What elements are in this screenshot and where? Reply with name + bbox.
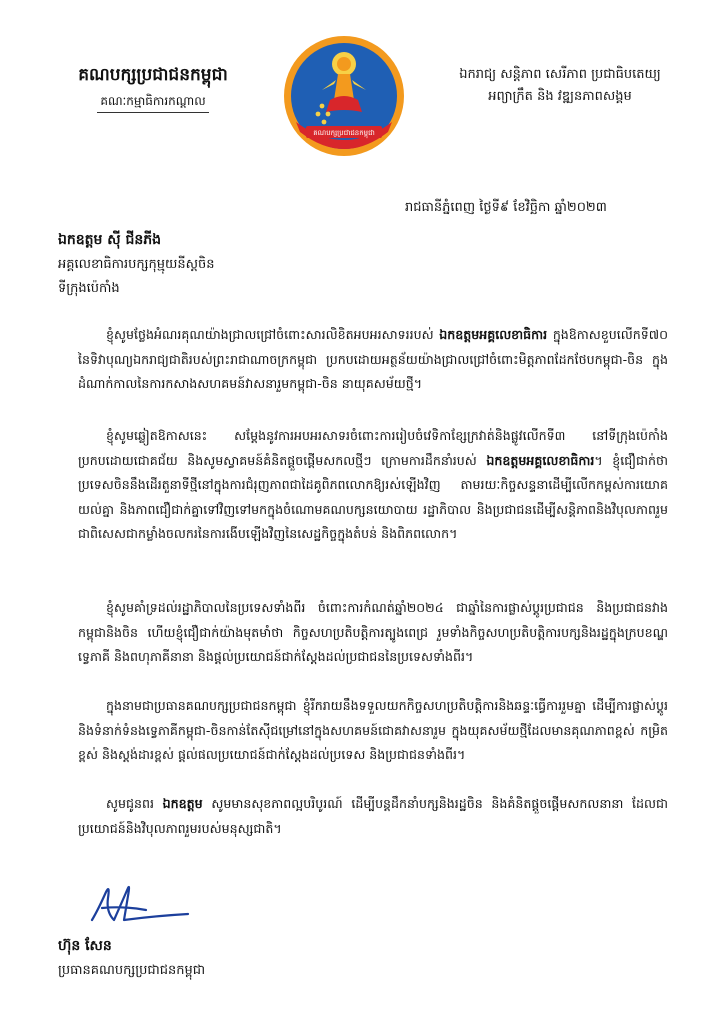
party-name: គណបក្សប្រជាជនកម្ពុជា (78, 65, 228, 85)
paragraph-2 (78, 424, 668, 547)
committee-name: គណៈកម្មាធិការកណ្ដាល (100, 94, 206, 108)
motto-line-1: ឯករាជ្យ សន្តិភាព សេរីភាព ប្រជាធិបតេយ្យ (459, 67, 661, 82)
paragraph-2-text-c: ។ ខ្ញុំជឿជាក់ថា ប្រទេសចិននឹងដើរតួនាទីថ្មីនៅក្នុងការជំរុញភាពជាដៃគូពិភពលោកឱ្យរស់ឡើងវិញ តាមរយៈកិច្ចសន្ទនាដើម្បីលើកកម្ពស់ការយោគយល់គ្នា និងភាពជឿជាក់គ្នាទៅវិញទៅមកក្នុងចំណោមគណបក្សនយោបាយ រដ្ឋាភិបាល និងប្រជាជនដើម្បីសន្តិភាពនិងវិបុលភាពរួម ជាពិសេសជាកម្លាំងចលករនៃការងើបឡើងវិញនៃសេដ្ឋកិច្ចក្នុងតំបន់ និងពិភពលោក។ (78, 452, 668, 541)
party-header (58, 64, 248, 113)
motto-line-2: អព្យាក្រឹត និង វឌ្ឍនភាពសង្គម (488, 89, 632, 104)
logo-caption: គណបក្សប្រជាជនកម្ពុជា (313, 129, 375, 137)
paragraph-5 (78, 792, 668, 841)
paragraph-4: ក្នុងនាមជាប្រធានគណបក្សប្រជាជនកម្ពុជា ខ្ញុំរីករាយនឹងទទួលយកកិច្ចសហប្រតិបត្តិការនិងឆន្ទៈធ្វើការរួមគ្នា ដើម្បីការផ្លាស់ប្ដូរនិងទំនាក់ទំនងទ្វេភាគីកម្ពុជា-ចិនកាន់តែស៊ីជម្រៅនៅក្នុងសហគមន៍ជោគវាសនារួម ក្នុងយុគសម័យថ្មីដែលមានគុណភាពខ្ពស់ កម្រិតខ្ពស់ និងស្តង់ដារខ្ពស់ ផ្ដល់ផលប្រយោជន៍ជាក់ស្ដែងដល់ប្រទេស និងប្រជាជនទាំងពីរ។ (78, 698, 668, 762)
handwritten-signature (84, 880, 194, 928)
paragraph-1-text-c: ក្នុងឱកាសខួបលើកទី៧០ នៃទិវាបុណ្យឯករាជ្យជាតិរបស់ព្រះរាជាណាចក្រកម្ពុជា ប្រកបដោយអត្ថន័យយ៉ាងជ្រាលជ្រៅចំពោះមិត្តភាពដែកថែបកម្ពុជា-ចិន ក្នុងដំណាក់កាលនៃការកសាងសហគមន៍វាសនារួមកម្ពុជា-ចិន នាយុគសម័យថ្មី។ (78, 327, 668, 391)
paragraph-3: ខ្ញុំសូមគាំទ្រដល់រដ្ឋាភិបាលនៃប្រទេសទាំងពីរ ចំពោះការកំណត់ឆ្នាំ២០២៤ ជាឆ្នាំនៃការផ្លាស់ប្ដូរប្រជាជន និងប្រជាជនវាងកម្ពុជានិងចិន ហើយខ្ញុំជឿជាក់យ៉ាងមុតមាំថា កិច្ចសហប្រតិបត្តិការត្បូងពេជ្រ រួមទាំងកិច្ចសហប្រតិបត្តិការបក្សនិងរដ្ឋក្នុងក្របខណ្ឌទ្វេភាគី និងពហុភាគីនានា និងផ្ដល់ប្រយោជន៍ជាក់ស្ដែងដល់ប្រជាជននៃប្រទេសទាំងពីរ។ (78, 600, 668, 664)
paragraph-5-text-a: សូមជូនពរ (106, 796, 163, 811)
addressee-city: ទីក្រុងប៉េកាំង (58, 281, 120, 296)
paragraph-5-text-c: សូមមានសុខភាពល្អបរិបូរណ៍ ដើម្បីបន្តដឹកនាំបក្សនិងរដ្ឋចិន និងគំនិតផ្ដួចផ្ដើមសកលនានា ដែលជាប្រយោជន៍និងវិបុលភាពរួមរបស់មនុស្សជាតិ។ (78, 796, 669, 836)
party-logo (282, 34, 406, 158)
paragraph-5-emphasis: ឯកឧត្តម (162, 796, 203, 811)
committee-underline (97, 112, 209, 113)
paragraph-2-emphasis: ឯកឧត្តមអគ្គលេខាធិការ (486, 452, 595, 468)
paragraph-2-text-a: ខ្ញុំសូមឆ្លៀតឱកាសនេះ សម្ដែងនូវការអបអរសាទរចំពោះការរៀបចំវេទិកាខ្សែក្រវាត់និងផ្លូវលើកទី៣ នៅទីក្រុងប៉េកាំង ប្រកបដោយជោគជ័យ និងសូមស្វាគមន៍គំនិតផ្ដួចផ្ដើមសកលថ្មីៗ ក្រោមការដឹកនាំរបស់ (78, 428, 668, 468)
letter-date: រាជធានីភ្នំពេញ ថ្ងៃទី៩ ខែវិច្ឆិកា ឆ្នាំ២០២៣ (405, 200, 607, 215)
addressee-title: អគ្គលេខាធិការបក្សកុម្មុយនីស្តចិន (58, 257, 215, 272)
paragraph-1-emphasis: ឯកឧត្តមអគ្គលេខាធិការ (439, 327, 548, 342)
paragraph-1 (78, 323, 668, 397)
signer-title: ប្រធានគណបក្សប្រជាជនកម្ពុជា (58, 963, 206, 978)
paragraph-1-text-a: ខ្ញុំសូមថ្លែងអំណរគុណយ៉ាងជ្រាលជ្រៅចំពោះសារលិខិតអបអរសាទររបស់ (106, 327, 440, 342)
national-motto (430, 64, 690, 108)
signer-name: ហ៊ុន សែន (58, 938, 112, 954)
addressee-name: ឯកឧត្តម ស៊ី ជីនភីង (58, 232, 162, 248)
